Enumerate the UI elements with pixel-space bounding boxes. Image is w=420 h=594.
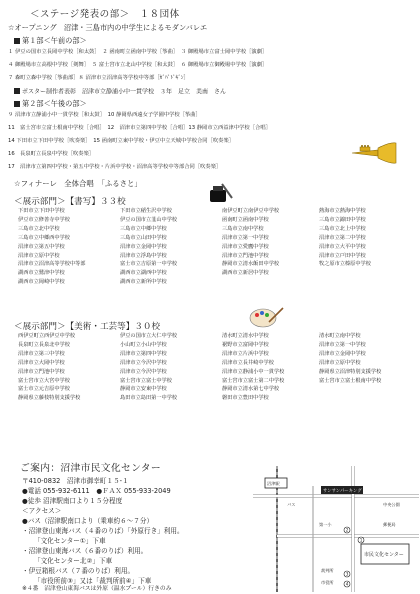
poster-award bbox=[14, 88, 226, 96]
calligraphy-school-cell: 三島市立北中学校 bbox=[18, 225, 60, 232]
art-school-cell: 富士宮市立富士第二中学校 bbox=[222, 377, 285, 384]
square-bullet-icon bbox=[14, 101, 20, 107]
calligraphy-header: ＜展示部門＞【書写】３３校 bbox=[14, 197, 126, 207]
calligraphy-school-cell: 沼津市立愛鷹中学校 bbox=[222, 243, 269, 250]
part2-line-2: 11 富士宮市立富士根南中学校［合唱］ 12 沼津市立第四中学校［合唱］13 静岡市立西益津中学校［合唱］ bbox=[8, 125, 271, 131]
access-line-5: 「文化センター北②」下車 bbox=[34, 557, 113, 565]
square-bullet-icon bbox=[14, 38, 20, 44]
calligraphy-school-cell: 沼津市立金岡中学校 bbox=[120, 243, 167, 250]
bus-stop-2-num: 2 bbox=[345, 527, 349, 533]
access-line-2: ・沼津登山東海バス（４番のりば）「外原行き」利用。 bbox=[22, 527, 184, 535]
art-school-cell: 沼津市立今沢中学校 bbox=[120, 359, 167, 366]
court-label: 裁判所 bbox=[321, 568, 334, 573]
art-school-cell: 沼津市立第四中学校 bbox=[120, 350, 167, 357]
calligraphy-school-cell: 三島市立山田中学校 bbox=[120, 234, 167, 241]
calligraphy-school-cell: 沼津市立第二中学校 bbox=[319, 234, 366, 241]
calligraphy-school-cell bbox=[222, 278, 317, 287]
calligraphy-school-cell: 沼津市立戸田中学校 bbox=[319, 252, 366, 259]
calligraphy-school-cell: 三島市立錦田中学校 bbox=[319, 216, 366, 223]
trumpet-icon bbox=[350, 140, 398, 166]
part1-line-1: １ 伊豆の国市立長岡中学校［和太鼓］ ２ 函南町立函南中学校［筝曲］ ３ 御殿場市立富士岡中学校［演劇］ bbox=[8, 49, 268, 55]
bus-stop-4-num: 4 bbox=[345, 581, 349, 587]
school-label: 第一小 bbox=[319, 522, 332, 527]
calligraphy-school-cell: 湖西市立新所中学校 bbox=[120, 279, 167, 286]
art-school-cell: 西伊豆町立西伊豆中学校 bbox=[18, 333, 76, 339]
art-school-cell: 沼津市立長井崎中学校 bbox=[222, 359, 274, 366]
art-school-cell: 静岡県立沼津特別支援学校 bbox=[319, 368, 382, 375]
art-school-cell: 静岡県立藤枝特別支援学校 bbox=[18, 395, 81, 402]
art-school-cell: 沼津市立金岡中学校 bbox=[319, 350, 366, 357]
art-school-cell: 静岡市立清水第七中学校 bbox=[222, 386, 280, 393]
address: 〒410-0832 沼津市御幸町１５-１ bbox=[22, 477, 129, 485]
access-note: ※４番 沼津登山東海バスは外原（温水プール）行きのみ bbox=[22, 586, 172, 592]
part2-line-5: 17 沼津市立第四中学校・第五中学校・片浜中学校・沼津高等学校中等部合同［吹奏楽］ bbox=[8, 164, 222, 170]
ink-bottle-icon bbox=[208, 182, 234, 204]
opening-line: ☆オープニング 沼津・三島市内の中学生によるモダンバレエ bbox=[8, 23, 208, 32]
art-school-cell: 裾野市立富岡中学校 bbox=[222, 341, 269, 348]
calligraphy-school-cell: 熱海市立熱海中学校 bbox=[319, 208, 366, 214]
art-school-cell: 磐田市立豊田中学校 bbox=[222, 395, 269, 402]
calligraphy-school-cell: 沼津市立原中学校 bbox=[18, 252, 60, 259]
access-line-3: 「文化センター①」下車 bbox=[34, 537, 106, 545]
access-line-1: ●バス（沼津駅南口より（乗車約６～７分） bbox=[22, 517, 154, 525]
art-school-cell: 清水町立清水中学校 bbox=[222, 333, 269, 339]
art-school-cell: 沼津市立片浜中学校 bbox=[222, 350, 269, 357]
bus-label: バス bbox=[287, 502, 296, 507]
art-school-cell: 富士宮市立大宮中学校 bbox=[18, 377, 70, 384]
part1-title-text: 第１部＜午前の部＞ bbox=[22, 36, 87, 45]
calligraphy-school-cell: 三島市立中郷中学校 bbox=[120, 225, 167, 232]
art-school-grid bbox=[18, 332, 414, 403]
access-title: ＜アクセス＞ bbox=[22, 507, 62, 515]
info-header: ご案内：沼津市民文化センター bbox=[20, 463, 161, 474]
square-bullet-icon bbox=[14, 88, 20, 94]
finale-line: ☆フィナーレ 全体合唱 「ふるさと」 bbox=[14, 179, 142, 188]
calligraphy-school-cell: 伊豆の国市立韮山中学校 bbox=[120, 216, 178, 223]
part1-line-3: ７ 森町立森中学校［筝曲部］８ 沼津市立沼津高等学校中等部［ｶﾞﾊﾞﾄﾞｷﾞﾝ］ bbox=[8, 75, 189, 81]
map-svg bbox=[243, 466, 419, 592]
calligraphy-school-cell bbox=[319, 269, 414, 278]
access-line-4: ・沼津登山東海バス（６番のりば）利用。 bbox=[22, 547, 148, 555]
access-map bbox=[243, 466, 419, 592]
art-school-cell bbox=[319, 394, 414, 403]
part2-title-text: 第２部＜午後の部＞ bbox=[22, 99, 87, 108]
art-school-cell: 伊豆の国市立大仁中学校 bbox=[120, 333, 178, 339]
art-school-cell: 富士宮市立富士根南中学校 bbox=[319, 377, 382, 384]
calligraphy-school-cell: 沼津市立第五中学校 bbox=[18, 243, 65, 250]
calligraphy-school-cell: 静岡市立清水飯田中学校 bbox=[222, 261, 280, 268]
art-school-cell: 富士宮市立富士中学校 bbox=[120, 377, 172, 384]
art-school-cell: 清水町立南中学校 bbox=[319, 333, 361, 339]
calligraphy-school-cell: 沼津市立大平中学校 bbox=[319, 243, 366, 250]
calligraphy-school-cell: 沼津市立第一中学校 bbox=[222, 234, 269, 241]
calligraphy-school-cell: 函南町立函南中学校 bbox=[222, 216, 269, 223]
art-school-cell: 静岡市立安東中学校 bbox=[120, 386, 167, 393]
calligraphy-school-cell: 下田市立稲生沢中学校 bbox=[120, 208, 172, 214]
calligraphy-school-cell: 牧之原市立榛原中学校 bbox=[319, 261, 371, 268]
bus-stop-3-num: 3 bbox=[345, 571, 349, 577]
center-label: 市民文化センター bbox=[364, 552, 404, 558]
art-school-cell: 沼津市立門池中学校 bbox=[18, 368, 65, 375]
art-palette-icon bbox=[249, 306, 285, 328]
cityhall-label: 市役所 bbox=[321, 580, 334, 585]
calligraphy-school-cell: 三島市立北上中学校 bbox=[319, 225, 366, 232]
calligraphy-school-cell: 湖西市立岡崎中学校 bbox=[18, 279, 65, 286]
art-school-cell: 島田市立島田第一中学校 bbox=[120, 395, 178, 402]
calligraphy-school-cell: 富士市立吉原第一中学校 bbox=[120, 261, 178, 268]
calligraphy-school-cell: 下田市立下田中学校 bbox=[18, 208, 65, 214]
calligraphy-school-cell: 伊豆市立修善寺中学校 bbox=[18, 216, 70, 223]
access-line-7: 「市役所前③」又は「裁判所前④」下車 bbox=[34, 577, 152, 585]
calligraphy-school-cell: 南伊豆町立南伊豆中学校 bbox=[222, 208, 280, 214]
art-school-cell: 沼津市立今沢中学校 bbox=[120, 368, 167, 375]
art-school-cell: 沼津市立原中学校 bbox=[319, 359, 361, 366]
art-school-cell bbox=[319, 385, 414, 394]
part2-line-3: 14 下田市立下田中学校［吹奏楽］ 15 函南町立東中学校・伊豆中立天城中学校合同［吹奏楽］ bbox=[8, 138, 235, 144]
calligraphy-school-grid bbox=[18, 207, 414, 287]
art-school-cell: 小山町立小山中学校 bbox=[120, 341, 167, 348]
calligraphy-school-cell bbox=[319, 278, 414, 287]
art-school-cell: 沼津市立静浦小中一貫学校 bbox=[222, 368, 285, 375]
calligraphy-school-cell: 湖西市立鷲津中学校 bbox=[18, 270, 65, 277]
art-school-cell: 沼津市立第一中学校 bbox=[319, 341, 366, 348]
part2-title bbox=[14, 100, 87, 107]
calligraphy-school-cell: 三島市立南中学校 bbox=[222, 225, 264, 232]
calligraphy-school-cell: 三島市立中郷西中学校 bbox=[18, 234, 70, 241]
phone-fax: ●電話 055-932-6111 ●ＦＡＸ 055-933-2049 bbox=[22, 487, 171, 495]
art-school-cell: 沼津市立第三中学校 bbox=[18, 350, 65, 357]
art-school-cell: 長泉町立長泉北中学校 bbox=[18, 341, 70, 348]
park-label: 中央公園 bbox=[383, 502, 400, 507]
art-header: ＜展示部門＞【美術・工芸等】３０校 bbox=[14, 322, 161, 332]
stage-section-header: ＜ステージ発表の部＞ １８団体 bbox=[30, 9, 180, 20]
part1-line-2: ４ 御殿場市立高根中学校［剣舞］ ５ 富士宮市立北山中学校［和太鼓］ ６ 御殿場市立御殿場中学校［演劇］ bbox=[8, 62, 268, 68]
part2-line-4: 16 長泉町立長泉中学校［吹奏楽］ bbox=[8, 151, 95, 157]
parking-label: サンサンパーキング bbox=[323, 489, 362, 494]
access-line-6: ・伊豆箱根バス（７番のりば）利用。 bbox=[22, 567, 135, 575]
calligraphy-school-cell: 沼津市立門池中学校 bbox=[222, 252, 269, 259]
part2-line-1: ９ 沼津市立静浦小中一貫学校［和太鼓］ 10 静岡県西遠女子学園中学校［筝曲］ bbox=[8, 112, 201, 118]
station-label: 沼津駅 bbox=[267, 481, 280, 486]
calligraphy-school-cell: 湖西市立湖西中学校 bbox=[120, 270, 167, 277]
art-school-cell: 富士市立元吉原中学校 bbox=[18, 386, 70, 393]
art-school-cell: 沼津市立大岡中学校 bbox=[18, 359, 65, 366]
post-label: 郵便局 bbox=[383, 522, 396, 527]
calligraphy-school-cell: 沼津市立浮島中学校 bbox=[120, 252, 167, 259]
part1-title bbox=[14, 37, 87, 44]
calligraphy-school-cell: 沼津市立沼津高等学校中等部 bbox=[18, 261, 86, 268]
bus-stop-1-num: 1 bbox=[359, 537, 363, 543]
walk-time: ●徒歩 沼津駅南口より１５分程度 bbox=[22, 497, 123, 505]
calligraphy-school-cell: 湖西市立新居中学校 bbox=[222, 270, 269, 277]
poster-award-text: ポスター制作者表彰 沼津市立静浦小中一貫学校 ３年 足立 美南 さん bbox=[22, 88, 227, 96]
